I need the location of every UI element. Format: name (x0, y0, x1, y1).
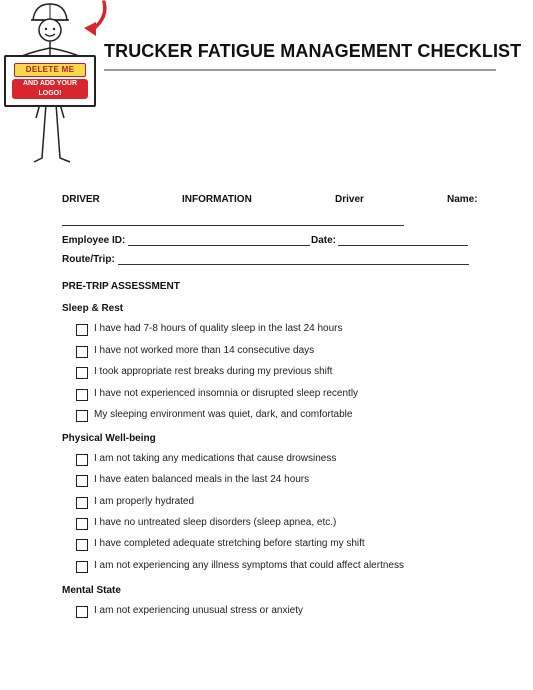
checkbox[interactable] (76, 324, 88, 336)
employee-id-field[interactable] (128, 245, 310, 246)
driver-info-word-1: DRIVER (62, 194, 100, 205)
route-field[interactable] (118, 264, 469, 265)
checkbox[interactable] (76, 389, 88, 401)
checkbox[interactable] (76, 561, 88, 573)
sign-delete-text: DELETE ME (14, 63, 86, 77)
checklist-item-label: I have not worked more than 14 consecutive days (94, 345, 315, 356)
checkbox[interactable] (76, 454, 88, 466)
checkbox[interactable] (76, 606, 88, 618)
sign-add-logo-text (12, 79, 88, 99)
page-title: TRUCKER FATIGUE MANAGEMENT CHECKLIST (104, 41, 522, 61)
date-field[interactable] (338, 245, 468, 246)
checkbox[interactable] (76, 367, 88, 379)
pretrip-heading: PRE-TRIP ASSESSMENT (62, 281, 180, 292)
checklist-item-label: I am not experiencing unusual stress or anxiety (94, 605, 303, 616)
date-label: Date: (311, 235, 337, 246)
checkbox[interactable] (76, 410, 88, 422)
checklist-item-label: I am not taking any medications that cause drowsiness (94, 453, 337, 464)
title-divider (104, 69, 496, 71)
checklist-item-label: I have eaten balanced meals in the last 24 hours (94, 474, 310, 485)
sign-line-2a: AND ADD YOUR (22, 80, 78, 87)
red-arrow-icon (62, 0, 112, 42)
checkbox[interactable] (76, 346, 88, 358)
checkbox[interactable] (76, 518, 88, 530)
checkbox[interactable] (76, 539, 88, 551)
checklist-item-label: I have had 7-8 hours of quality sleep in the last 24 hours (94, 323, 343, 334)
section-heading-physical: Physical Well-being (62, 433, 156, 444)
section-heading-sleep: Sleep & Rest (62, 303, 124, 314)
employee-id-label: Employee ID: (62, 235, 126, 246)
checklist-item-label: My sleeping environment was quiet, dark, and comfortable (94, 409, 353, 420)
sign-line-2b: LOGO! (38, 90, 62, 97)
section-heading-mental: Mental State (62, 585, 121, 596)
checklist-item-label: I have no untreated sleep disorders (sleep apnea, etc.) (94, 517, 337, 528)
checkbox[interactable] (76, 497, 88, 509)
driver-info-word-2: INFORMATION (182, 194, 252, 205)
route-label: Route/Trip: (62, 254, 115, 265)
checklist-item-label: I am not experiencing any illness symptoms that could affect alertness (94, 560, 404, 571)
checkbox[interactable] (76, 475, 88, 487)
checklist-item-label: I took appropriate rest breaks during my previous shift (94, 366, 333, 377)
driver-name-field[interactable] (62, 225, 404, 226)
driver-info-word-4: Name: (447, 194, 478, 205)
checklist-item-label: I am properly hydrated (94, 496, 195, 507)
checklist-item-label: I have completed adequate stretching before starting my shift (94, 538, 365, 549)
checklist-item-label: I have not experienced insomnia or disrupted sleep recently (94, 388, 359, 399)
driver-info-word-3: Driver (335, 194, 364, 205)
logo-sign (4, 55, 96, 107)
